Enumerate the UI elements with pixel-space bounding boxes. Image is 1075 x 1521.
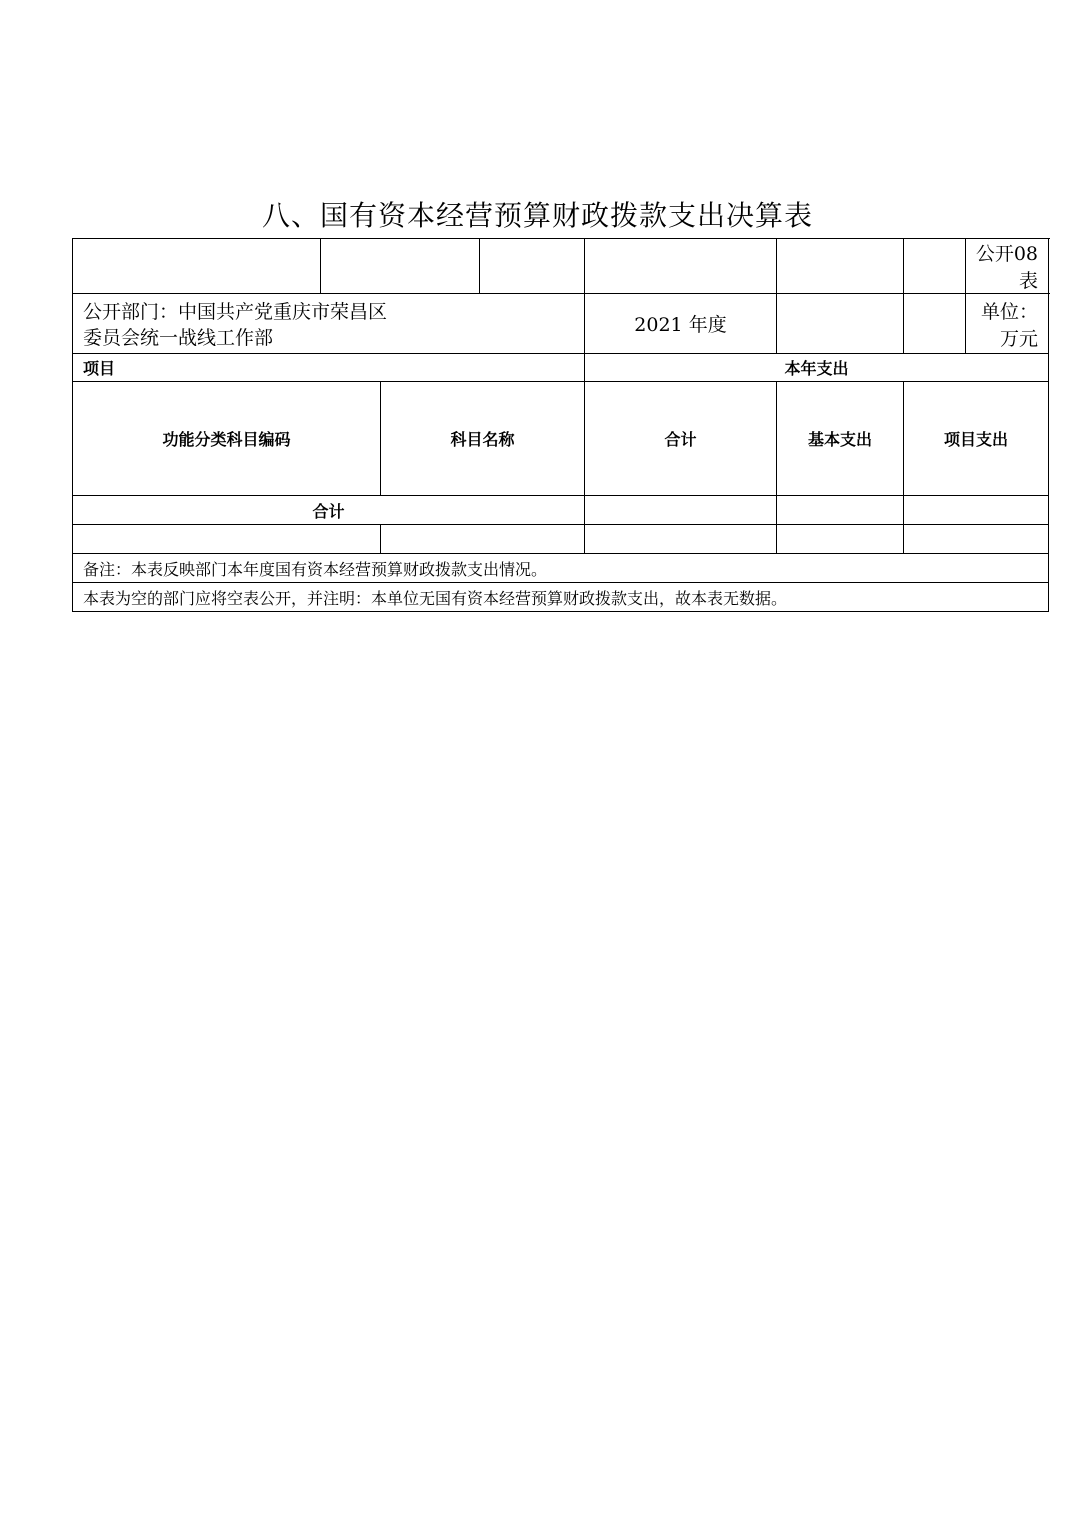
- form-code-row: [73, 239, 1049, 294]
- empty-cell: [480, 239, 585, 294]
- department-name-line1: 中国共产党重庆市荣昌区: [178, 300, 388, 323]
- current-year-expense-header: 本年支出: [585, 354, 1049, 382]
- column-header-row: [73, 382, 1049, 496]
- unit-label: 单位：万元: [966, 294, 1049, 354]
- empty-cell: [585, 525, 777, 554]
- department-row: [73, 294, 1049, 354]
- empty-cell: [904, 239, 966, 294]
- empty-cell: [73, 239, 321, 294]
- page-title: 八、国有资本经营预算财政拨款支出决算表: [261, 199, 813, 232]
- empty-cell: [321, 239, 480, 294]
- budget-table: [72, 238, 1049, 612]
- col-basic-expense: 基本支出: [777, 382, 904, 496]
- empty-cell: [777, 294, 904, 354]
- department-cell: [73, 294, 585, 354]
- department-label: 公开部门：: [83, 300, 179, 323]
- total-row-label: 合计: [73, 496, 585, 525]
- col-project-expense: 项目支出: [904, 382, 1049, 496]
- note-row: [73, 554, 1049, 583]
- department-name-line2: 委员会统一战线工作部: [83, 326, 274, 349]
- col-subject-name: 科目名称: [381, 382, 585, 496]
- note-row: [73, 583, 1049, 612]
- col-function-code: 功能分类科目编码: [73, 382, 381, 496]
- year-cell: 2021 年度: [585, 294, 777, 354]
- item-header: 项目: [73, 354, 585, 382]
- total-basic-value: [777, 496, 904, 525]
- form-code: 公开08表: [966, 239, 1049, 294]
- empty-cell: [381, 525, 585, 554]
- empty-cell: [777, 525, 904, 554]
- col-total: 合计: [585, 382, 777, 496]
- total-row: [73, 496, 1049, 525]
- empty-cell: [777, 239, 904, 294]
- note-text: 本表为空的部门应将空表公开，并注明：本单位无国有资本经营预算财政拨款支出，故本表无数据。: [73, 583, 1049, 612]
- empty-cell: [73, 525, 381, 554]
- section-header-row: [73, 354, 1049, 382]
- table-row: [73, 525, 1049, 554]
- note-text: 备注：本表反映部门本年度国有资本经营预算财政拨款支出情况。: [73, 554, 1049, 583]
- empty-cell: [904, 525, 1049, 554]
- empty-cell: [585, 239, 777, 294]
- total-project-value: [904, 496, 1049, 525]
- empty-cell: [904, 294, 966, 354]
- total-value: [585, 496, 777, 525]
